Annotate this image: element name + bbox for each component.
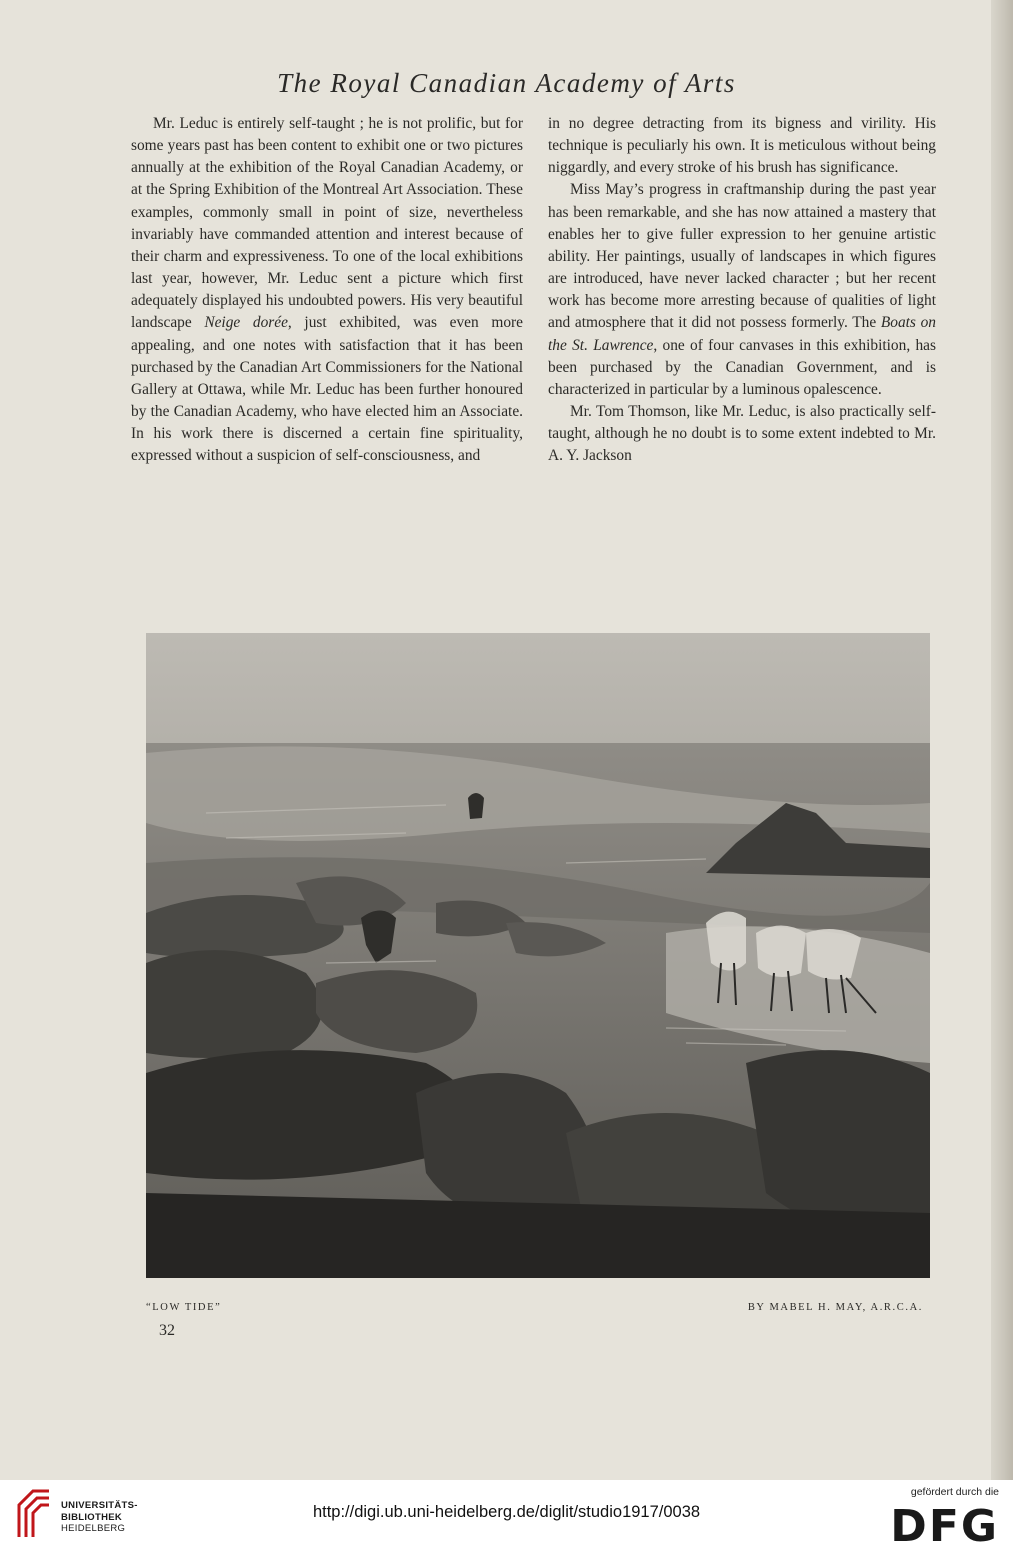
page-number: 32 [159,1322,175,1339]
paragraph: Mr. Tom Thomson, like Mr. Leduc, is also practically self-taught, although he no doubt is to some extent indebted to Mr. A. Y. Jackson [548,403,936,465]
permalink[interactable]: http://digi.ub.uni-heidelberg.de/diglit/studio1917/0038 [312,1503,701,1521]
painting-reproduction [146,633,930,1278]
library-line: BIBLIOTHEK [61,1511,123,1523]
library-line: HEIDELBERG [61,1523,126,1534]
text-run: Miss May’s progress in craftmanship during the past year has been remarkable, and she has now attained a mastery that enables her to give fuller expression to her genuine artistic ability. Her paintings, usually of landscapes in which figures are introduced, have never lacked character ; but her recent work has become more arresting because of qualities of light and atmosphere that it did not possess formerly. The [548,181,936,332]
running-title: The Royal Canadian Academy of Arts [277,68,736,98]
text-run: , one of four canvases in this exhibition, has been purchased by the Canadian Government, and is characterized in particular by a luminous opalescence. [548,336,936,398]
paragraph: in no degree detracting from its bigness and virility. His technique is peculiarly his own. It is meticulous without being niggardly, and every stroke of his brush has significance. [548,115,936,177]
figure-caption-artist: BY MABEL H. MAY, A.R.C.A. [747,1302,923,1313]
paragraph [548,179,936,401]
funding-note: gefördert durch die [910,1486,999,1498]
left-column [131,113,523,468]
right-column [548,113,936,468]
dfg-logo: DFG [890,1501,999,1552]
text-run: , just exhibited, was even more appealing, and one notes with satisfaction that it has been purchased by the Canadian Art Commissioners for the National Gallery at Ottawa, while Mr. Leduc has been further honoured by the Canadian Academy, who have elected him an Associate. In his work there is discerned a certain fine spirituality, expressed without a suspicion of self-consciousness, and [131,314,523,465]
figure-caption-title: “LOW TIDE” [146,1302,222,1313]
text-run: Mr. Leduc is entirely self-taught ; he is not prolific, but for some years past has been content to exhibit one or two pictures annually at the exhibition of the Royal Canadian Academy, or at the Spring Exhibition of the Montreal Art Association. These examples, commonly small in point of size, nevertheless invariably have commanded attention and interest because of their charm and expressiveness. To one of the local exhibitions last year, however, Mr. Leduc sent a picture which first adequately displayed his undoubted powers. His very beautiful landscape [131,115,523,332]
artwork-title: Neige dorée [204,314,288,332]
artwork-title: Boats on the St. Lawrence [548,314,936,354]
low-tide-painting [146,633,930,1278]
library-line: UNIVERSITÄTS- [61,1500,138,1511]
paragraph [131,113,523,468]
page-edge [991,0,1013,1480]
